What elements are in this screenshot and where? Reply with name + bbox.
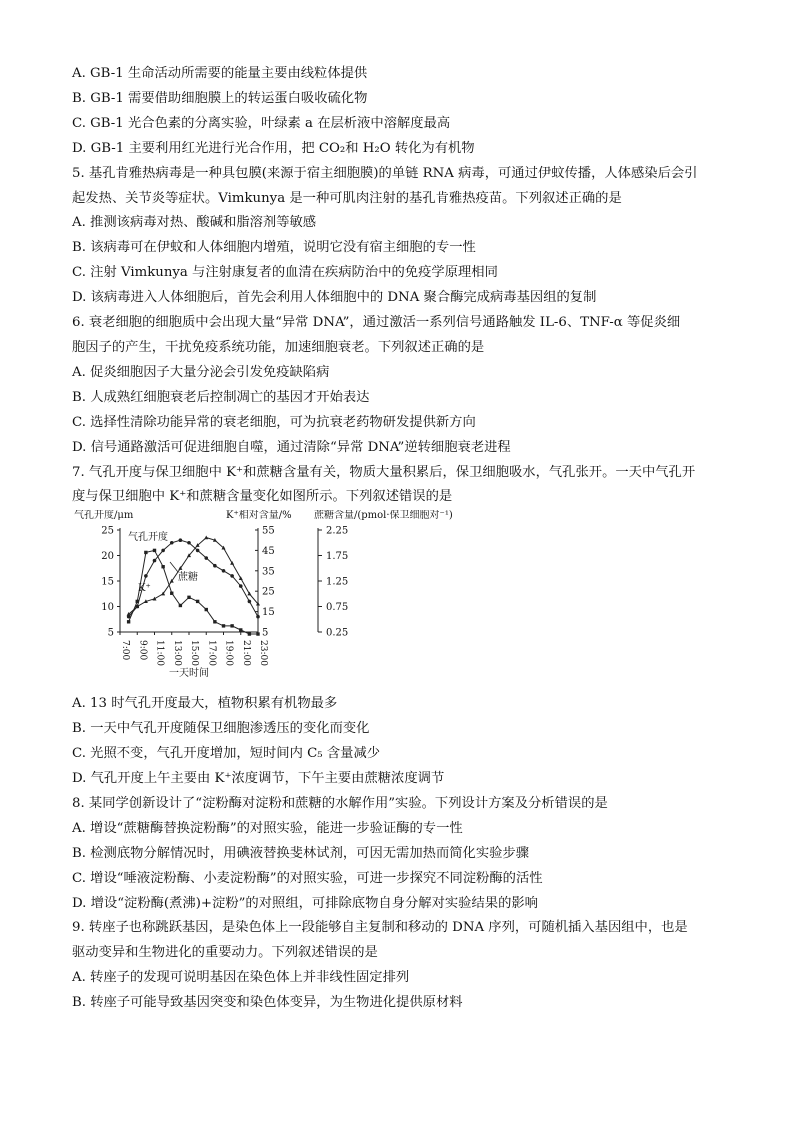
q9-option-b: B. 转座子可能导致基因突变和染色体变异，为生物进化提供原材料 <box>72 995 463 1011</box>
q6-option-d: D. 信号通路激活可促进细胞自噬，通过清除“异常 DNA”逆转细胞衰老进程 <box>72 439 511 455</box>
k-data-point <box>196 600 199 603</box>
stomata-series-label: 气孔开度 <box>128 532 168 544</box>
stomata-data-point <box>213 564 217 568</box>
q7-option-a: A. 13 时气孔开度最大，植物积累有机物最多 <box>72 696 338 712</box>
k-data-point <box>230 624 233 627</box>
exam-page <box>72 62 726 1016</box>
k-axis-title: K⁺相对含量/% <box>226 510 292 522</box>
q5-option-d: D. 该病毒进入人体细胞后，首先会利用人体细胞中的 DNA 聚合酶完成病毒基因组的复制 <box>72 290 597 306</box>
stomata-data-point <box>256 615 260 619</box>
sucrose-tick-label: 0.75 <box>326 602 349 614</box>
k-data-point <box>153 549 156 552</box>
stomata-data-point <box>144 574 148 578</box>
x-tick-label: 15:00 <box>189 640 199 667</box>
stomata-data-point <box>161 549 165 553</box>
q7-stem-1: 7. 气孔开度与保卫细胞中 K⁺和蔗糖含量有关，物质大量积累后，保卫细胞吸水，气孔张开。一天中气孔开 <box>72 464 696 480</box>
k-data-point <box>179 604 182 607</box>
k-tick-label: 5 <box>262 627 269 639</box>
stomata-data-point <box>204 557 208 561</box>
k-tick-label: 15 <box>262 607 275 619</box>
k-data-point <box>161 565 164 568</box>
k-tick-label: 35 <box>262 566 275 578</box>
q9-stem-1: 9. 转座子也称跳跃基因，是染色体上一段能够自主复制和移动的 DNA 序列，可随机插入基因组中，也是 <box>72 920 688 936</box>
x-tick-label: 9:00 <box>137 640 148 661</box>
left-tick-label: 25 <box>101 525 114 537</box>
q5-option-b: B. 该病毒可在伊蚊和人体细胞内增殖，说明它没有宿主细胞的专一性 <box>72 240 476 256</box>
q8-option-b: B. 检测底物分解情况时，用碘液替换斐林试剂，可因无需加热而简化实验步骤 <box>72 845 530 861</box>
sucrose-data-point <box>204 536 208 540</box>
q9-option-a: A. 转座子的发现可说明基因在染色体上并非线性固定排列 <box>72 970 410 986</box>
x-tick-label: 7:00 <box>120 640 130 661</box>
k-data-point <box>127 620 130 623</box>
q6-stem-1: 6. 衰老细胞的细胞质中会出现大量“异常 DNA”，通过激活一系列信号通路触发 IL-6、TNF-α 等促炎细 <box>72 315 681 331</box>
q7-option-b: B. 一天中气孔开度随保卫细胞渗透压的变化而变化 <box>72 721 370 737</box>
left-tick-label: 15 <box>101 576 114 588</box>
stomata-data-point <box>153 559 157 563</box>
stomata-data-point <box>222 569 226 573</box>
q8-option-a: A. 增设“蔗糖酶替换淀粉酶”的对照实验，能进一步验证酶的专一性 <box>72 820 463 836</box>
x-axis-title: 一天时间 <box>169 668 209 680</box>
q4-option-d: D. GB-1 主要利用红光进行光合作用，把 CO₂和 H₂O 转化为有机物 <box>72 140 475 156</box>
stomata-data-point <box>187 541 191 545</box>
sucrose-series-label: 蔗糖 <box>178 572 198 584</box>
x-tick-label: 19:00 <box>223 640 234 667</box>
x-tick-label: 11:00 <box>154 640 165 667</box>
k-data-point <box>136 600 139 603</box>
q5-stem-1: 5. 基孔肯雅热病毒是一种具包膜(来源于宿主细胞膜)的单链 RNA 病毒，可通过伊蚊传播，人体感染后会引 <box>72 165 698 181</box>
k-data-point <box>205 608 208 611</box>
left-axis-title: 气孔开度/μm <box>74 510 134 522</box>
q6-option-c: C. 选择性清除功能异常的衰老细胞，可为抗衰老药物研发提供新方向 <box>72 414 476 430</box>
stomata-data-point <box>170 541 174 545</box>
q4-option-a: A. GB-1 生命活动所需要的能量主要由线粒体提供 <box>72 66 368 81</box>
left-tick-label: 10 <box>101 602 114 614</box>
k-tick-label: 55 <box>262 525 275 537</box>
q8-stem: 8. 某同学创新设计了“淀粉酶对淀粉和蔗糖的水解作用”实验。下列设计方案及分析错误的是 <box>72 795 608 811</box>
q4-option-c: C. GB-1 光合色素的分离实验，叶绿素 a 在层析液中溶解度最高 <box>72 115 451 131</box>
q7-option-d: D. 气孔开度上午主要由 K⁺浓度调节，下午主要由蔗糖浓度调节 <box>72 771 445 787</box>
q5-option-c: C. 注射 Vimkunya 与注射康复者的血清在疾病防治中的免疫学原理相同 <box>72 265 498 281</box>
stomata-data-point <box>239 585 243 589</box>
stomata-data-point <box>196 549 200 553</box>
k-data-point <box>213 620 216 623</box>
k-data-point <box>170 592 173 595</box>
k-data-point <box>256 633 259 636</box>
x-tick-label: 23:00 <box>258 640 268 667</box>
stomata-data-point <box>230 574 234 578</box>
q6-option-a: A. 促炎细胞因子大量分泌会引发免疫缺陷病 <box>72 364 330 380</box>
left-tick-label: 20 <box>101 551 114 563</box>
q8-option-d: D. 增设“淀粉酶(煮沸)+淀粉”的对照组，可排除底物自身分解对实验结果的影响 <box>72 895 538 911</box>
k-data-point <box>248 633 251 636</box>
k-series-label: K⁺ <box>138 583 151 595</box>
q6-stem-2: 胞因子的产生，干扰免疫系统功能，加速细胞衰老。下列叙述正确的是 <box>72 339 485 355</box>
q6-option-b: B. 人成熟红细胞衰老后控制凋亡的基因才开始表达 <box>72 389 370 405</box>
q9-stem-2: 驱动变异和生物进化的重要动力。下列叙述错误的是 <box>72 945 378 961</box>
q7-stem-2: 度与保卫细胞中 K⁺和蔗糖含量变化如图所示。下列叙述错误的是 <box>72 489 453 505</box>
left-tick-label: 5 <box>107 627 114 639</box>
sucrose-tick-label: 1.75 <box>326 551 349 563</box>
x-tick-label: 17:00 <box>206 640 217 667</box>
sucrose-tick-label: 0.25 <box>326 627 349 639</box>
x-tick-label: 21:00 <box>240 640 251 667</box>
q5-option-a: A. 推测该病毒对热、酸碱和脂溶剂等敏感 <box>72 215 317 231</box>
stomata-chart-svg <box>72 510 726 692</box>
stomata-data-point <box>248 600 252 604</box>
k-data-point <box>239 629 242 632</box>
stomata-chart <box>72 510 726 692</box>
sucrose-tick-label: 2.25 <box>326 525 349 537</box>
q7-option-c: C. 光照不变，气孔开度增加，短时间内 C₅ 含量减少 <box>72 746 381 762</box>
sucrose-label-leader <box>170 562 178 572</box>
q4-option-b: B. GB-1 需要借助细胞膜上的转运蛋白吸收硫化物 <box>72 90 368 106</box>
k-tick-label: 45 <box>262 546 275 558</box>
k-data-point <box>187 596 190 599</box>
k-data-point <box>222 624 225 627</box>
x-tick-label: 13:00 <box>171 640 182 667</box>
q8-option-c: C. 增设“唾液淀粉酶、小麦淀粉酶”的对照实验，可进一步探究不同淀粉酶的活性 <box>72 870 543 886</box>
k-tick-label: 25 <box>262 587 275 599</box>
stomata-data-point <box>179 539 183 543</box>
q5-stem-2: 起发热、关节炎等症状。Vimkunya 是一种可肌肉注射的基孔肯雅热疫苗。下列叙述正确的是 <box>72 190 622 206</box>
sucrose-tick-label: 1.25 <box>326 576 349 588</box>
sucrose-axis-title: 蔗糖含量/(pmol·保卫细胞对⁻¹) <box>314 510 453 522</box>
k-data-point <box>144 551 147 554</box>
